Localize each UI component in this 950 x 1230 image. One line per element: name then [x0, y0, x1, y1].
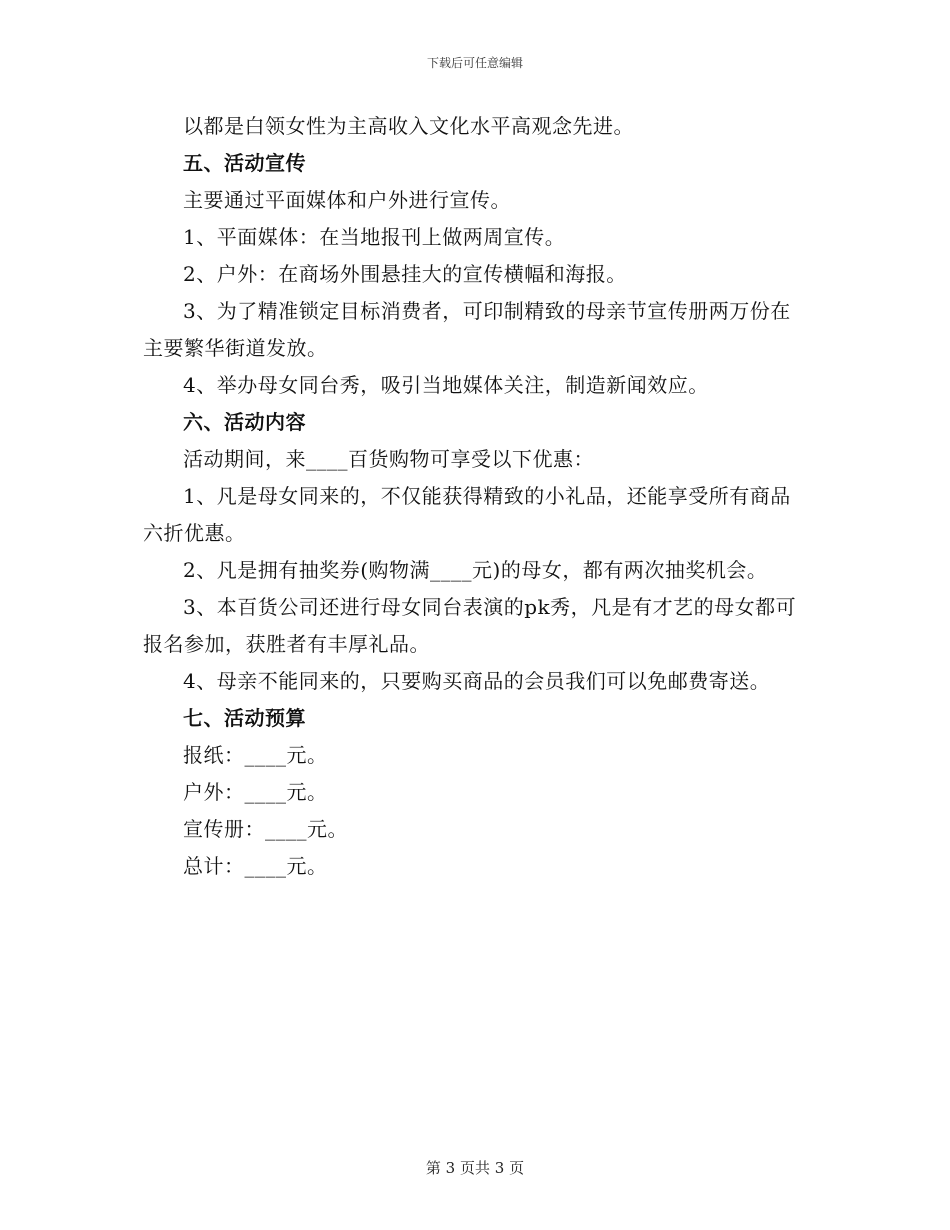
paragraph-promotion-intro: 主要通过平面媒体和户外进行宣传。 [183, 188, 511, 212]
paragraph-show: 4、举办母女同台秀，吸引当地媒体关注，制造新闻效应。 [183, 373, 709, 397]
paragraph-print-media: 1、平面媒体：在当地报刊上做两周宣传。 [183, 225, 566, 249]
budget-newspaper: 报纸：____元。 [183, 743, 328, 767]
section-heading-promotion: 五、活动宣传 [183, 151, 306, 175]
section-heading-budget: 七、活动预算 [183, 706, 306, 730]
document-body [143, 108, 811, 885]
budget-brochure: 宣传册：____元。 [183, 817, 348, 841]
paragraph-outdoor: 2、户外：在商场外围悬挂大的宣传横幅和海报。 [183, 262, 627, 286]
paragraph-target-audience: 以都是白领女性为主高收入文化水平高观念先进。 [183, 114, 634, 138]
paragraph-brochure: 3、为了精准锁定目标消费者，可印制精致的母亲节宣传册两万份在主要繁华街道发放。 [143, 299, 791, 360]
budget-total: 总计：____元。 [183, 854, 328, 878]
budget-outdoor: 户外：____元。 [183, 780, 328, 804]
page-header: 下载后可任意编辑 [426, 56, 523, 70]
paragraph-offer-1: 1、凡是母女同来的，不仅能获得精致的小礼品，还能享受所有商品六折优惠。 [143, 484, 791, 545]
paragraph-offer-4: 4、母亲不能同来的，只要购买商品的会员我们可以免邮费寄送。 [183, 669, 771, 693]
section-heading-content: 六、活动内容 [183, 410, 306, 434]
paragraph-content-intro: 活动期间，来____百货购物可享受以下优惠： [183, 447, 594, 471]
paragraph-offer-3: 3、本百货公司还进行母女同台表演的pk秀，凡是有才艺的母女都可报名参加，获胜者有丰厚礼品。 [143, 595, 797, 656]
page-footer: 第 3 页共 3 页 [425, 1159, 525, 1177]
paragraph-offer-2: 2、凡是拥有抽奖券(购物满____元)的母女，都有两次抽奖机会。 [183, 558, 768, 582]
